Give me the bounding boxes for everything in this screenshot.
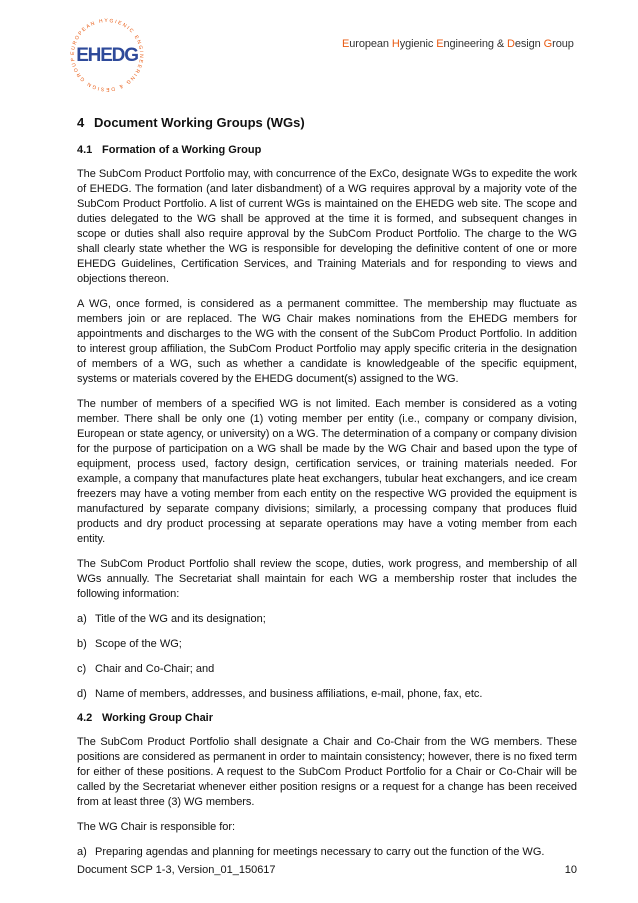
section-title: Document Working Groups (WGs) <box>94 115 305 130</box>
list-item <box>77 612 577 627</box>
org-word: ngineering & <box>443 38 508 50</box>
page-footer <box>77 864 577 876</box>
logo-ring-text: EUROPEAN HYGIENIC ENGINEERING & DESIGN GROUP <box>69 17 145 93</box>
org-initial: E <box>436 38 444 50</box>
org-initial: G <box>543 38 553 50</box>
paragraph: The SubCom Product Portfolio shall designate a Chair and Co-Chair from the WG members. These positions are considered as permanent in order to maintain consistency; however, there is no fixed term for either of these positions. A request to the SubCom Product Portfolio for a Chair or Co-Chair will be called by the Secretariat whenever either position resigns or a request for a change has been received from at least three (3) WG members. <box>77 736 577 808</box>
page-number: 10 <box>564 864 577 876</box>
subsection-number: 4.2 <box>77 712 93 724</box>
list-item <box>77 662 577 677</box>
list-item <box>77 637 577 652</box>
list-marker: c) <box>77 663 87 675</box>
organization-name <box>342 38 574 50</box>
list-marker: b) <box>77 638 87 650</box>
org-initial: H <box>391 38 400 50</box>
subsection-heading <box>77 712 577 724</box>
ehedg-logo <box>66 14 148 96</box>
org-initial: E <box>342 38 350 50</box>
list-marker: a) <box>77 613 87 625</box>
subsection-heading <box>77 144 577 156</box>
org-word: uropean <box>349 38 392 50</box>
list-text: Chair and Co-Chair; and <box>95 663 215 675</box>
list-marker: a) <box>77 846 87 858</box>
paragraph: A WG, once formed, is considered as a permanent committee. The membership may fluctuate as members join or are replaced. The WG Chair makes nominations from the EHEDG members for appointments and discharges to the WG with the consent of the SubCom Product Portfolio. In addition to interest group affiliation, the SubCom Product Portfolio may apply specific criteria in the designation of members of a WG, such as whether a candidate is knowledgeable of the specific equipment, systems or materials covered by the EHEDG document(s) assigned to the WG. <box>77 298 577 385</box>
paragraph: The SubCom Product Portfolio may, with concurrence of the ExCo, designate WGs to expedite the work of EHEDG. The formation (and later disbandment) of a WG requires approval by a majority vote of the SubCom Product Portfolio. A list of current WGs is maintained on the EHEDG web site. The scope and duties delegated to the WG shall be approved at the time it is formed, and subsequent changes in scope or duties shall also require approval by the SubCom Product Portfolio. The charge to the WG shall clearly state whether the WG is responsible for developing the definitive content of one or more EHEDG Guidelines, Certification Services, and Training Materials and for responding to views and objections thereon. <box>77 168 577 285</box>
logo-text: EHEDG <box>76 45 138 66</box>
org-word: ygienic <box>399 38 437 50</box>
list-marker: d) <box>77 688 87 700</box>
org-initial: D <box>507 38 515 50</box>
paragraph: The SubCom Product Portfolio shall review the scope, duties, work progress, and membership of all WGs annually. The Secretariat shall maintain for each WG a membership roster that includes the following information: <box>77 558 577 600</box>
list-text: Title of the WG and its designation; <box>95 613 266 625</box>
section-heading <box>77 115 577 130</box>
subsection-title: Formation of a Working Group <box>102 144 262 156</box>
list-item <box>77 687 577 702</box>
document-reference: Document SCP 1-3, Version_01_150617 <box>77 864 276 876</box>
section-number: 4 <box>77 115 85 130</box>
paragraph: The WG Chair is responsible for: <box>77 821 235 833</box>
list-item <box>77 845 577 860</box>
org-word: esign <box>514 38 544 50</box>
subsection-number: 4.1 <box>77 144 93 156</box>
paragraph: The number of members of a specified WG is not limited. Each member is considered as a voting member. There shall be only one (1) voting member per entity (i.e., company or company division, European or state agency, or university) on a WG. The determination of a company or company division for the purpose of participation on a WG shall be made by the WG Chair and based upon the type of equipment, process used, factory design, certification services, or training materials needed. For example, a company that manufactures plate heat exchangers, tubular heat exchangers, and ice cream freezers may have a voting member from each entity on the respective WG provided the equipment is manufactured by separate company divisions; similarly, a processing company that produces fluid products and dry product processing at separate operations may have a voting member from each entity. <box>77 398 577 545</box>
list-text: Name of members, addresses, and business affiliations, e-mail, phone, fax, etc. <box>95 688 483 700</box>
subsection-title: Working Group Chair <box>102 712 214 724</box>
list-text: Preparing agendas and planning for meetings necessary to carry out the function of the WG. <box>95 846 545 858</box>
document-body <box>77 115 577 870</box>
list-text: Scope of the WG; <box>95 638 182 650</box>
org-word: roup <box>552 38 574 50</box>
